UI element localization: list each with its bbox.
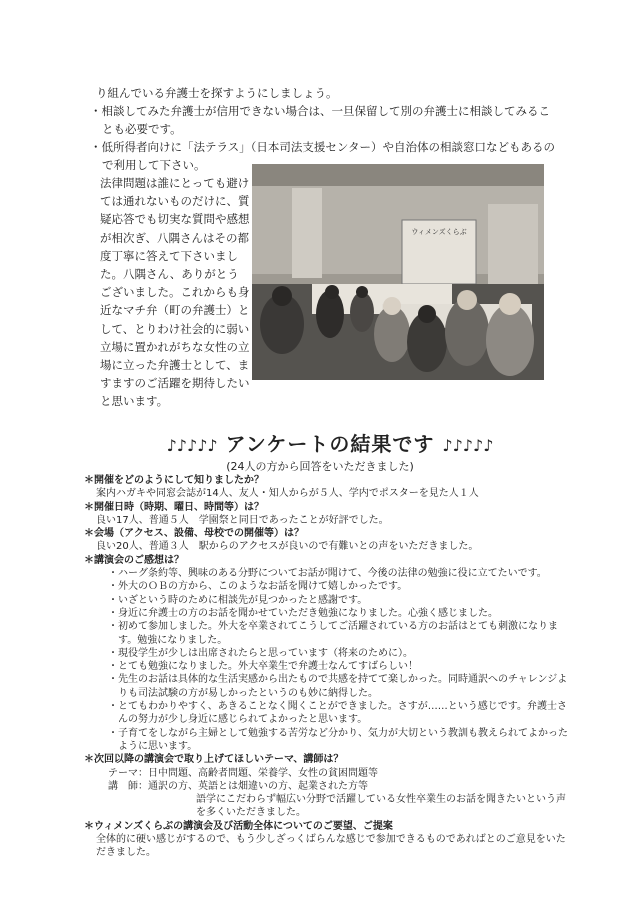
survey-subtitle: (24人の方から回答をいただきました) (226, 460, 414, 473)
answer: 全体的に硬い感じがするので、もう少しざっくばらんな感じで参加できるものであればとのご意見をいただきました。 (96, 834, 566, 859)
lecture-photo-drawing (252, 164, 544, 380)
music-notes-icon: ♪♪♪♪♪ (442, 436, 494, 455)
question: ＊ウィメンズくらぶの講演会及び活動全体についてのご要望、ご提案 (84, 820, 393, 832)
list-item: ・ハーグ条約等、興味のある分野についてお話が聞けて、今後の法律の勉強に役に立てたいです。 (108, 568, 547, 580)
list-item: ・とてもわかりやすく、あきることなく聞くことができました。さすが……という感じです。弁護士さんの努力が少し身近に感じられてよかったと思います。 (108, 701, 567, 726)
theme-line: テーマ：日中問題、高齢者問題、栄養学、女性の貧困問題等 (108, 767, 378, 779)
list-item: ・身近に弁護士の方のお話を聞かせていただき勉強になりました。心強く感じました。 (108, 607, 498, 619)
answer: 良い20人、普通３人 駅からのアクセスが良いので有難いとの声をいただきました。 (96, 541, 479, 553)
list-item: ・子育てをしながら主婦として勉強する苦労など分かり、気力が大切という教訓も教えられてよかったように思います。 (108, 727, 568, 752)
question: ＊会場（アクセス、設備、母校での開催等）は？ (84, 528, 304, 540)
music-notes-icon: ♪♪♪♪♪ (166, 436, 218, 455)
top-line: り組んでいる弁護士を探すようにしましょう。 (96, 86, 338, 100)
lecturer-line: 講 師：通訳の方、英語とは畑違いの方、起業された方等 (108, 780, 368, 792)
bullet-item: ・相談してみた弁護士が信用できない場合は、一旦保留して別の弁護士に相談してみることも必要です。 (90, 104, 550, 136)
report-text: 法律問題は誰にとっても避けては通れないものだけに、質疑応答でも切実な質問や感想が相次ぎ、八隅さんはその都度丁寧に答えて下さいました。八隅さん、ありがとうございました。これからも身近なマチ弁（町の弁護士）として、とりわけ社会的に弱い立場に置かれがちな女性の立場に立った弁護士として、ますますのご活躍を期待したいと思います。 (100, 176, 250, 409)
impressions-list (84, 567, 574, 753)
list-item: ・先生のお話は具体的な生活実感から出たもので共感を持てて楽しかった。同時通訳へのチャレンジよりも司法試験の方が易しかったというのも妙に納得した。 (108, 674, 568, 699)
survey-results (84, 474, 574, 860)
answer: 良い17人、普通５人 学園祭と同日であったことが好評でした。 (96, 514, 389, 526)
question: ＊開催をどのようにして知りましたか？ (84, 475, 264, 486)
question: ＊次回以降の講演会で取り上げてほしいテーマ、講師は？ (84, 754, 344, 766)
answer: 案内ハガキや同窓会誌が14人、友人・知人からが５人、学内でポスターを見た人１人 (96, 488, 479, 500)
lecturer-extra: 語学にこだわらず幅広い分野で活躍している女性卒業生のお話を聞きたいという声を多くいただきました。 (196, 794, 566, 819)
question: ＊講演会のご感想は？ (84, 554, 184, 566)
lecture-photo (252, 164, 544, 380)
list-item: ・初めて参加しました。外大を卒業されてこうしてご活躍されている方のお話はとても刺激になります。勉強になりました。 (108, 621, 558, 646)
survey-title: アンケートの結果です (225, 432, 435, 456)
list-item: ・とても勉強になりました。外大卒業生で弁護士なんてすばらしい！ (108, 661, 418, 673)
survey-heading (140, 428, 520, 457)
list-item: ・外大のＯＢの方から、このようなお話を聞けて嬉しかったです。 (108, 581, 408, 593)
bullet-item: ・低所得者向けに「法テラス」（日本司法支援センター）や自治体の相談窓口などもあるので利用して下さい。 (90, 140, 555, 172)
report-paragraph (100, 174, 250, 411)
list-item: ・現役学生が少しは出席されたらと思っています（将来のために）。 (108, 647, 413, 659)
photo-banner-text: ウィメンズくらぶ (411, 228, 467, 236)
list-item: ・いざという時のために相談先が見つかったと感謝です。 (108, 594, 368, 606)
question: ＊開催日時（時期、曜日、時間等）は？ (84, 501, 264, 513)
